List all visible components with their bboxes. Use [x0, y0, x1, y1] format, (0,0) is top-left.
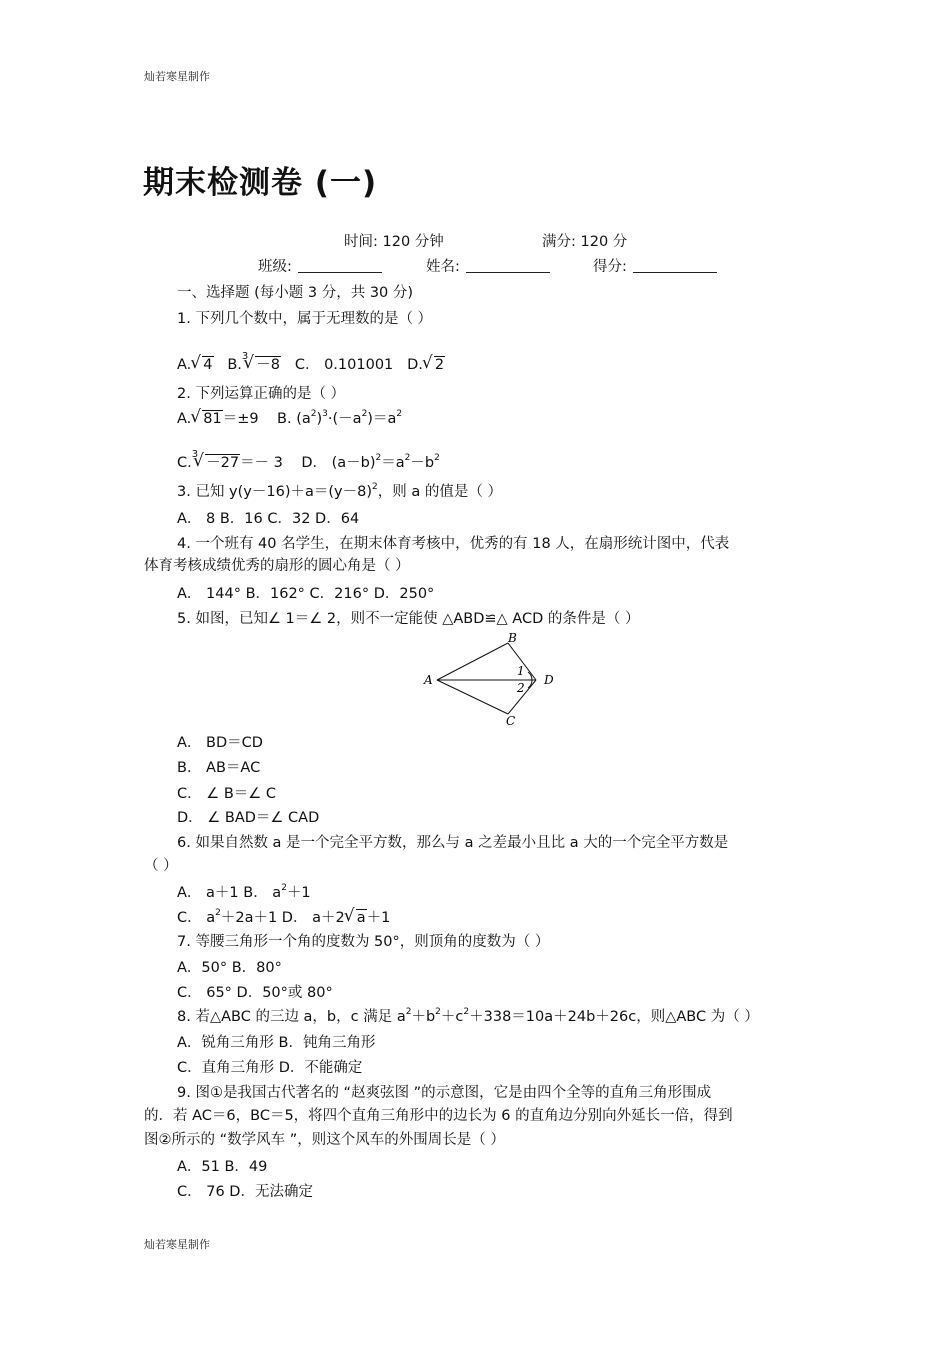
- score-field: [593, 258, 717, 276]
- q2-stem: 2. 下列运算正确的是（ ）: [177, 386, 346, 402]
- q8-options-ab: A．锐角三角形 B．钝角三角形: [177, 1035, 376, 1051]
- q3-stem: 3. 已知 $y(y-16)+a=(y-8)^2$，则 a 的值是（ ）: [177, 482, 502, 500]
- fig-angle-1: 1: [517, 664, 525, 678]
- q2-options-cd: C.$^3$√ －27＝－ 3 D． $(a-b)^2=a^2-b^2$: [177, 454, 440, 474]
- q1-stem: 1. 下列几个数中，属于无理数的是（ ）: [177, 311, 433, 327]
- q7-stem: 7. 等腰三角形一个角的度数为 50°，则顶角的度数为（ ）: [177, 934, 550, 950]
- q5-stem: 5. 如图，已知∠ 1＝∠ 2，则不一定能使 △ABD≌△ ACD 的条件是（ ）: [177, 611, 640, 627]
- q4-options: A． 144° B．162° C．216° D．250°: [177, 586, 435, 602]
- q9-options-ab: A．51 B．49: [177, 1159, 268, 1175]
- q1-options: A.√ 4 B.$^3$√ －8 C． 0.101001 D.√ 2: [177, 356, 445, 376]
- q6-stem-line1: 6. 如果自然数 a 是一个完全平方数，那么与 a 之差最小且比 a 大的一个完全平方数是: [177, 835, 729, 851]
- q7-options-cd: C． 65° D．50°或 80°: [177, 985, 333, 1001]
- q5-option-b: B． AB＝AC: [177, 760, 261, 776]
- fig-angle-2: 2: [517, 681, 525, 695]
- q5-option-a: A． BD＝CD: [177, 735, 263, 751]
- class-blank: [298, 258, 382, 273]
- q3-options: A． 8 B．16 C．32 D．64: [177, 511, 360, 527]
- page-title: 期末检测卷 (一): [143, 165, 378, 201]
- q4-stem-line2: 体育考核成绩优秀的扇形的圆心角是（ ）: [144, 558, 410, 574]
- q6-stem-line2: （ ）: [144, 858, 178, 874]
- footer-watermark: 灿若寒星制作: [144, 1238, 210, 1251]
- fig-label-b: B: [508, 631, 517, 645]
- section-heading: 一、选择题 (每小题 3 分，共 30 分): [177, 285, 414, 301]
- q9-options-cd: C． 76 D．无法确定: [177, 1184, 313, 1200]
- q7-options-ab: A．50° B．80°: [177, 960, 282, 976]
- score-label: 得分:: [593, 259, 627, 275]
- fig-label-d: D: [544, 673, 554, 687]
- q5-figure: [420, 628, 560, 728]
- name-blank: [466, 258, 550, 273]
- class-label: 班级:: [258, 259, 292, 275]
- fig-label-c: C: [506, 714, 516, 728]
- q6-options-cd: C． $a^2+2a+1$ D． a＋2√ a＋1: [177, 909, 390, 929]
- class-field: [258, 258, 382, 276]
- exam-time: 时间: 120 分钟: [344, 234, 444, 250]
- q8-stem: 8. 若△ABC 的三边 a，b，c 满足 $a^2+b^2+c^2+338=10a+24b+26c$，则△ABC 为（ ）: [177, 1007, 759, 1025]
- q5-option-c: C． ∠ B＝∠ C: [177, 786, 277, 802]
- name-field: [426, 258, 550, 276]
- score-blank: [633, 258, 717, 273]
- name-label: 姓名:: [426, 259, 460, 275]
- fig-label-a: A: [424, 673, 433, 687]
- q4-stem-line1: 4. 一个班有 40 名学生，在期末体育考核中，优秀的有 18 人，在扇形统计图中，代表: [177, 536, 730, 552]
- header-watermark: 灿若寒星制作: [144, 70, 210, 83]
- q9-stem-line3: 图②所示的 “数学风车 ”，则这个风车的外围周长是（ ）: [144, 1132, 505, 1148]
- q6-options-ab: A． a＋1 B． $a^2+1$: [177, 883, 311, 901]
- q2-options-ab: A.√ 81＝±9 B. $(a^2)^3\cdot(-a^2)=a^2$: [177, 410, 402, 430]
- q5-option-d: D． ∠ BAD＝∠ CAD: [177, 810, 320, 826]
- full-score: 满分: 120 分: [542, 234, 628, 250]
- q9-stem-line1: 9. 图①是我国古代著名的 “赵爽弦图 ”的示意图，它是由四个全等的直角三角形围成: [177, 1085, 712, 1101]
- q9-stem-line2: 的．若 AC＝6，BC＝5，将四个直角三角形中的边长为 6 的直角边分别向外延长一倍，得到: [144, 1108, 733, 1124]
- q8-options-cd: C．直角三角形 D．不能确定: [177, 1060, 363, 1076]
